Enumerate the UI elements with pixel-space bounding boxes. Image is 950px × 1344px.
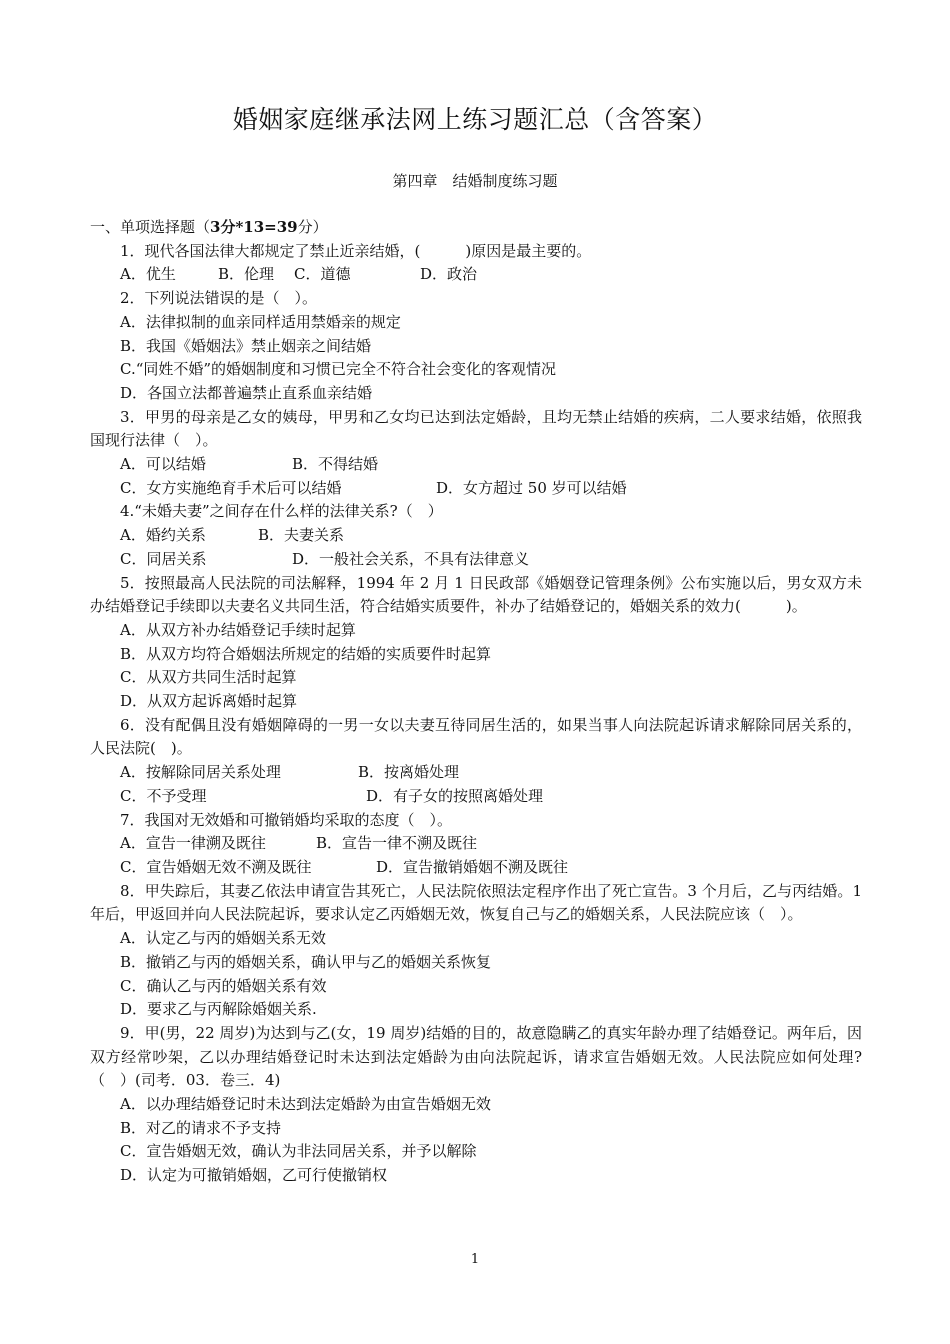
section-heading-suffix: 分） — [297, 218, 328, 236]
option-a: A．从双方补办结婚登记手续时起算 — [120, 620, 356, 639]
question-3-options-ab — [90, 453, 862, 477]
option-a: A．以办理结婚登记时未达到法定婚龄为由宣告婚姻无效 — [120, 1095, 491, 1114]
question-9: 9．甲(男，22 周岁)为达到与乙(女，19 周岁)结婚的目的，故意隐瞒乙的真实年龄办理了结婚登记。两年后，因双方经常吵架，乙以办理结婚登记时未达到法定婚龄为由向法院起诉，请求宣告婚姻无效。人民法院应如何处理?（ ）(司考．03．卷三．4) — [90, 1023, 862, 1090]
option-b: B．从双方均符合婚姻法所规定的结婚的实质要件时起算 — [120, 644, 492, 663]
question-7-options-ab — [90, 832, 862, 856]
question-1: 1．现代各国法律大都规定了禁止近亲结婚，( )原因是最主要的。 — [120, 241, 592, 260]
option-a: A．按解除同居关系处理 — [120, 763, 281, 782]
option-a: A．可以结婚 — [120, 455, 206, 474]
question-6-options-ab — [90, 761, 862, 785]
option-c: C．宣告婚姻无效不溯及既往 — [120, 857, 312, 876]
section-heading-score: 3分*13=39 — [210, 218, 298, 236]
chapter-heading: 第四章 结婚制度练习题 — [392, 172, 558, 190]
option-b: B．撤销乙与丙的婚姻关系，确认甲与乙的婚姻关系恢复 — [120, 952, 492, 971]
question-7: 7．我国对无效婚和可撤销婚均采取的态度（ ）。 — [120, 810, 453, 829]
section-heading-prefix: 一、单项选择题（ — [90, 218, 211, 236]
question-3: 3．甲男的母亲是乙女的姨母，甲男和乙女均已达到法定婚龄，且均无禁止结婚的疾病，二人要求结婚，依照我国现行法律（ ）。 — [90, 407, 862, 450]
question-6: 6．没有配偶且没有婚姻障碍的一男一女以夫妻互待同居生活的，如果当事人向法院起诉请求解除同居关系的，人民法院( )。 — [90, 715, 862, 758]
page-number: 1 — [470, 1252, 480, 1267]
question-4-options-ab — [90, 524, 862, 548]
option-a: A．宣告一律溯及既往 — [120, 834, 266, 853]
option-b: B．伦理 — [218, 265, 275, 284]
option-d: D．一般社会关系，不具有法律意义 — [292, 549, 530, 568]
option-c: C．不予受理 — [120, 786, 207, 805]
option-d: D．有子女的按照离婚处理 — [366, 786, 544, 805]
option-c: C.“同姓不婚”的婚姻制度和习惯已完全不符合社会变化的客观情况 — [120, 360, 557, 379]
document-body — [90, 216, 862, 1188]
option-d: D．各国立法都普遍禁止直系血亲结婚 — [120, 383, 373, 402]
question-3-options-cd — [90, 477, 862, 501]
question-2: 2．下列说法错误的是（ ）。 — [120, 289, 318, 308]
option-c: C．同居关系 — [120, 549, 207, 568]
option-c: C．宣告婚姻无效，确认为非法同居关系，并予以解除 — [120, 1142, 477, 1161]
option-c: C．从双方共同生活时起算 — [120, 668, 297, 687]
option-d: D．女方超过 50 岁可以结婚 — [436, 478, 627, 497]
option-b: B．宣告一律不溯及既往 — [316, 834, 478, 853]
option-a: A．优生 — [120, 265, 176, 284]
option-d: D．从双方起诉离婚时起算 — [120, 692, 298, 711]
question-4: 4.“未婚夫妻”之间存在什么样的法律关系?（ ） — [120, 502, 443, 521]
question-8: 8．甲失踪后，其妻乙依法申请宣告其死亡，人民法院依照法定程序作出了死亡宣告。3 个月后，乙与丙结婚。1 年后，甲返回并向人民法院起诉，要求认定乙丙婚姻无效，恢复自己与乙的婚姻关系，人民法院应该（ ）。 — [90, 881, 862, 924]
option-a: A．婚约关系 — [120, 526, 206, 545]
option-b: B．对乙的请求不予支持 — [120, 1118, 282, 1137]
question-6-options-cd — [90, 785, 862, 809]
option-d: D．要求乙与丙解除婚姻关系. — [120, 1000, 317, 1019]
option-b: B．不得结婚 — [292, 455, 379, 474]
option-d: D．宣告撤销婚姻不溯及既往 — [376, 857, 569, 876]
option-c: C．道德 — [294, 265, 351, 284]
document-title: 婚姻家庭继承法网上练习题汇总（含答案） — [232, 105, 718, 134]
question-7-options-cd — [90, 856, 862, 880]
question-1-options — [90, 263, 862, 287]
option-c: C．女方实施绝育手术后可以结婚 — [120, 478, 342, 497]
question-5: 5．按照最高人民法院的司法解释，1994 年 2 月 1 日民政部《婚姻登记管理条例》公布实施以后，男女双方未办结婚登记手续即以夫妻名义共同生活，符合结婚实质要件，补办了结婚登记的，婚姻关系的效力( )。 — [90, 573, 862, 616]
option-a: A．认定乙与丙的婚姻关系无效 — [120, 929, 326, 948]
section-heading — [90, 216, 862, 240]
option-d: D．政治 — [420, 265, 478, 284]
option-d: D．认定为可撤销婚姻，乙可行使撤销权 — [120, 1166, 388, 1185]
option-c: C．确认乙与丙的婚姻关系有效 — [120, 976, 327, 995]
option-b: B．夫妻关系 — [258, 526, 345, 545]
question-4-options-cd — [90, 548, 862, 572]
option-b: B．我国《婚姻法》禁止姻亲之间结婚 — [120, 336, 372, 355]
option-a: A．法律拟制的血亲同样适用禁婚亲的规定 — [120, 312, 401, 331]
option-b: B．按离婚处理 — [358, 763, 460, 782]
